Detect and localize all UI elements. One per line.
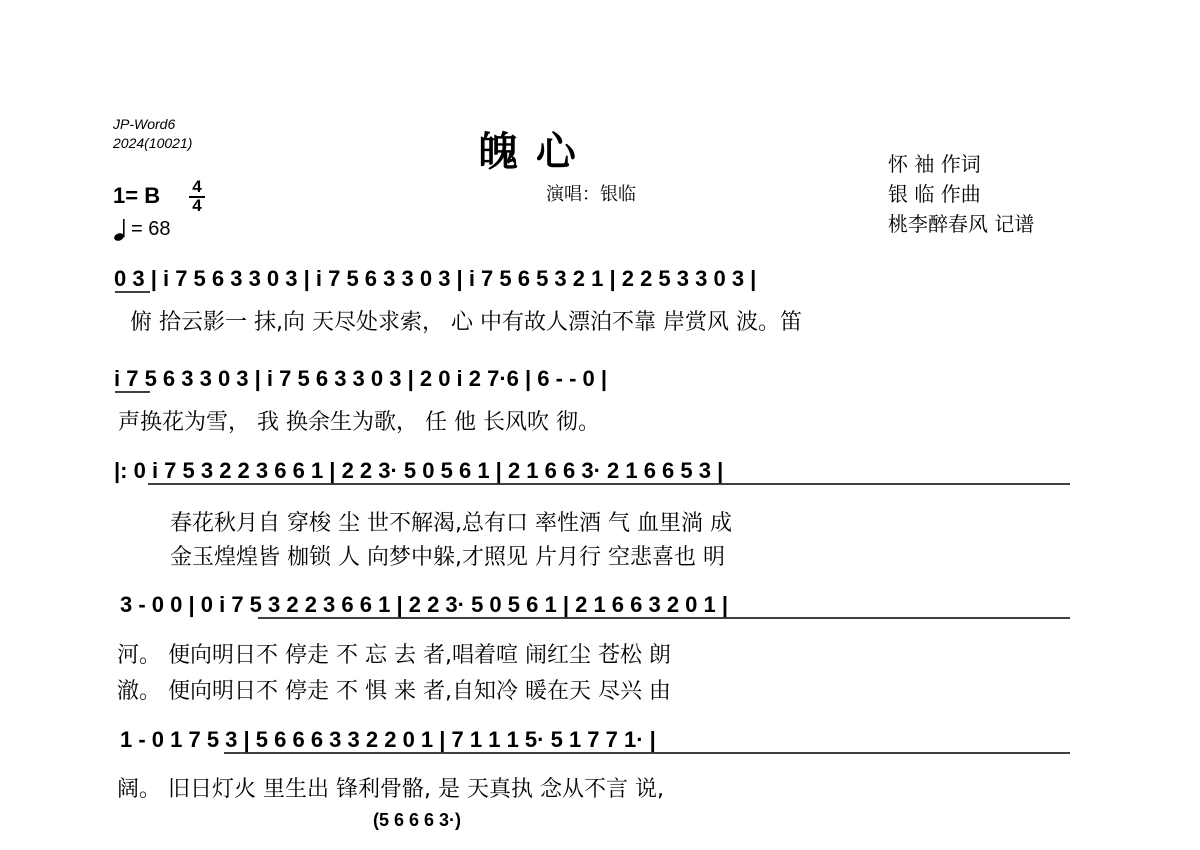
notes-row-1: 0 3 | i 7 5 6 3 3 0 3 | i 7 5 6 3 3 0 3 | i 7 5 6 5 3 2 1 | 2 2 5 3 3 0 3 |: [114, 266, 757, 291]
notes-row-5: 1 - 0 1 7 5 3 | 5 6 6 6 3 3 2 2 0 1 | 7 1 1 1 5· 5 1 7 7 1· |: [120, 727, 656, 752]
software-label: JP-Word6: [113, 116, 176, 132]
lyric-row-4-verse-1: 河。 便向明日不 停走 不 忘 去 者,唱着喧 闹红尘 苍松 朗: [117, 643, 671, 668]
lyric-row-3-verse-2: 金玉煌煌皆 枷锁 人 向梦中躲,才照见 片月行 空悲喜也 明: [170, 545, 725, 570]
lyric-row-1: 俯 拾云影一 抹,向 天尽处求索， 心 中有故人漂泊不靠 岸赏风 波。笛: [130, 310, 802, 335]
time-signature-top: 4: [192, 177, 202, 196]
notes-row-3: |: 0 i 7 5 3 2 2 3 6 6 1 | 2 2 3· 5 0 5 6 1 | 2 1 6 6 3· 2 1 6 6 5 3 |: [114, 458, 724, 483]
tempo-marking: = 68: [131, 218, 171, 240]
edition-label: 2024(10021): [113, 135, 193, 151]
time-signature-bottom: 4: [192, 196, 202, 215]
lyric-row-2: 声换花为雪， 我 换余生为歌， 任 他 长风吹 彻。: [118, 410, 600, 435]
singer-label: 演唱：银临: [546, 184, 636, 205]
key-signature: 1= B: [113, 183, 161, 208]
composer-credit: 银 临 作曲: [888, 182, 981, 206]
notes-row-2: i 7 5 6 3 3 0 3 | i 7 5 6 3 3 0 3 | 2 0 i 2 7·6 | 6 - - 0 |: [114, 366, 608, 391]
lyric-row-3-verse-1: 春花秋月自 穿梭 尘 世不解渴,总有口 率性酒 气 血里淌 成: [170, 511, 732, 536]
song-title: 魄 心: [478, 129, 578, 175]
lyricist-credit: 怀 袖 作词: [888, 152, 981, 176]
lyric-row-4-verse-2: 澈。 便向明日不 停走 不 惧 来 者,自知冷 暖在天 尽兴 由: [117, 679, 671, 704]
lyric-row-5: 阔。 旧日灯火 里生出 锋利骨骼, 是 天真执 念从不言 说,: [117, 777, 664, 802]
notes-row-4: 3 - 0 0 | 0 i 7 5 3 2 2 3 6 6 1 | 2 2 3· 5 0 5 6 1 | 2 1 6 6 3 2 0 1 |: [120, 592, 729, 617]
alternate-melody-note: (5 6 6 6 3·): [373, 810, 462, 830]
transcriber-credit: 桃李醉春风 记谱: [888, 212, 1035, 236]
